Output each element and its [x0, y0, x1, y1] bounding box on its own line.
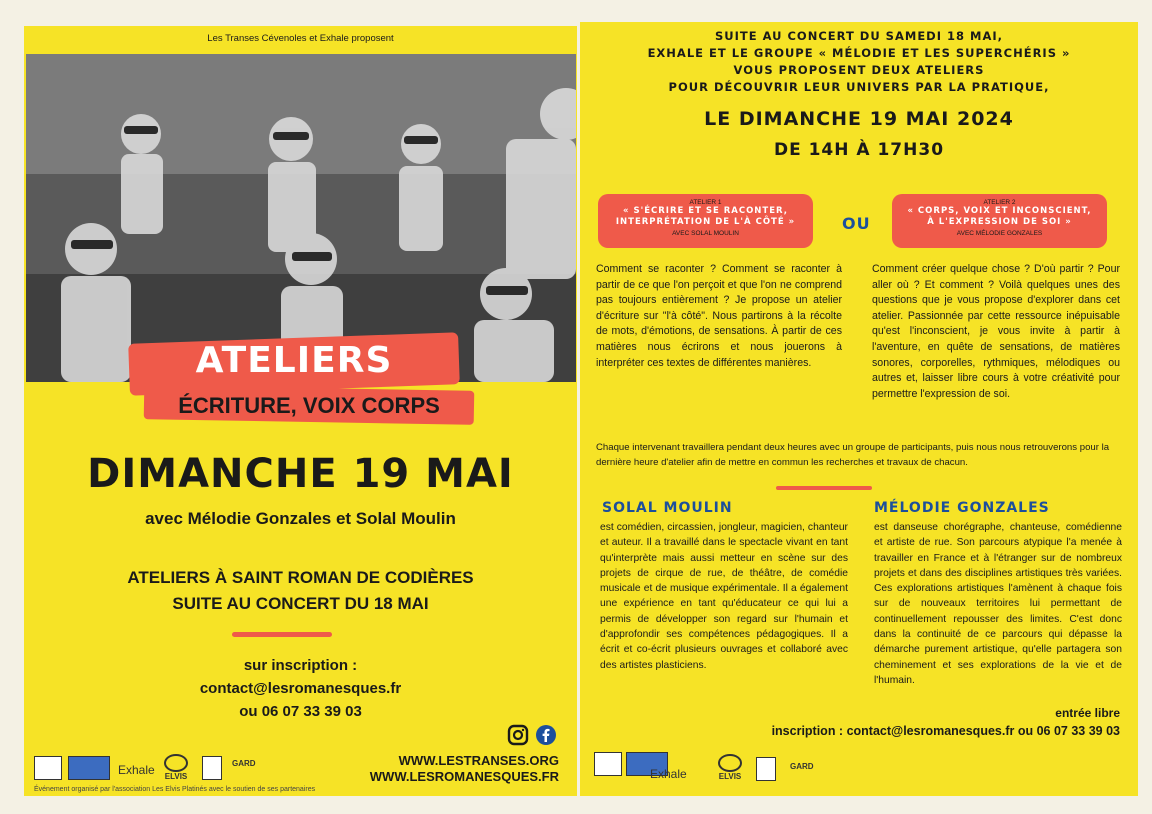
right-exhale-logo: Exhale	[650, 767, 687, 781]
or-label: OU	[842, 214, 871, 233]
region-logo	[34, 756, 62, 782]
inscription-label: sur inscription :	[243, 657, 358, 674]
website-lesromanesques[interactable]: WWW.LESROMANESQUES.FR	[369, 769, 559, 784]
right-gard-logo: GARD	[790, 762, 814, 771]
atelier-2-tag	[892, 194, 1107, 248]
intro-text: SUITE AU CONCERT DU SAMEDI 18 MAI, EXHALE ET LE GROUPE « MÉLODIE ET LES SUPERCHÉRIS » VOUS PROPOSENT DEUX ATELIERS POUR DÉCOUVRIR LEUR UNIVERS PAR LA PRATIQUE,	[647, 29, 1071, 94]
website-lestranses[interactable]: WWW.LESTRANSES.ORG	[398, 753, 559, 768]
banner-subtitle: ÉCRITURE, VOIX CORPS	[178, 393, 440, 418]
bio-2-name: MÉLODIE GONZALES	[874, 500, 1050, 516]
atelier-2-with: AVEC MÉLODIE GONZALES	[956, 230, 1043, 237]
event-with: avec Mélodie Gonzales et Solal Moulin	[145, 509, 456, 528]
atelier-1-label: ATELIER 1	[689, 199, 722, 206]
atelier-1-title-1: « S'ÉCRIRE ET SE RACONTER,	[623, 206, 788, 216]
banner-title: ATELIERS	[195, 340, 393, 381]
elvis-logo: ELVIS	[164, 754, 188, 781]
atelier-2-label: ATELIER 2	[983, 199, 1016, 206]
free-entry: entrée libre	[1055, 706, 1120, 720]
divider	[232, 632, 332, 637]
exhale-logo: Exhale	[118, 763, 155, 777]
right-elvis-logo: ELVIS	[718, 754, 742, 781]
right-date: LE DIMANCHE 19 MAI 2024	[704, 108, 1014, 130]
atelier-1-tag	[598, 194, 813, 248]
right-shield-logo	[756, 757, 776, 783]
atelier-1-with: AVEC SOLAL MOULIN	[672, 230, 739, 237]
bio-1-text: est comédien, circassien, jongleur, magicien, chanteur et auteur. Il a travaillé dans le spectacle vivant en tant qu'interprète mais aussi metteur en scène sur des projets de cirque de rue, de théâtre, de comédie musicale et de musique expérimentale. Il a également une expérience en tant qu'éducateur ce qui lui a permis de développer son regard sur l'humain et d'approfondir ses compétences pédagogiques. Il a écrit et co-écrit plusieurs ouvrages et collaboré avec des artistes plasticiens.	[600, 522, 848, 671]
location-line-2: SUITE AU CONCERT DU 18 MAI	[172, 594, 429, 613]
facebook-icon[interactable]	[535, 724, 557, 746]
contact-phone[interactable]: ou 06 07 33 39 03	[239, 703, 362, 720]
left-page	[24, 26, 577, 796]
atelier-1-title-2: INTERPRÉTATION DE L'À CÔTÉ »	[615, 217, 796, 227]
atelier-2-title-1: « CORPS, VOIX ET INCONSCIENT,	[907, 206, 1092, 216]
gard-logo: GARD	[232, 759, 256, 768]
atelier-1-description: Comment se raconter ? Comment se raconter à partir de ce que l'on perçoit et que l'on ne comprend pas toujours entièrement ? Je propose un atelier d'écriture sur "l'à côté". Nous partirons à la récolte de mots, d'émotions, de sensations. À partir de ces matières nous écrirons et nous jouerons à interpréter ces textes de différentes manières.	[596, 263, 842, 369]
instagram-icon[interactable]	[507, 724, 529, 746]
fondation-logo	[68, 756, 110, 782]
shield-logo	[202, 756, 222, 782]
bio-1-name: SOLAL MOULIN	[602, 500, 733, 516]
atelier-2-title-2: À L'EXPRESSION DE SOI »	[927, 217, 1072, 227]
presenters-line: Les Transes Cévenoles et Exhale proposent	[207, 33, 394, 44]
right-page	[580, 22, 1138, 796]
organizer-footer: Événement organisé par l'association Les Elvis Platinés avec le soutien de ses partenaires	[34, 786, 316, 793]
location-line-1: ATELIERS À SAINT ROMAN DE CODIÈRES	[127, 568, 474, 587]
bio-2-text: est danseuse chorégraphe, chanteuse, comédienne et artiste de rue. Son parcours atypique l'a menée à travailler en France et à l'étranger sur de nombreux projets et dans des disciplines artistiques très variées. Ces explorations artistiques l'amènent à chaque fois sur de nouveaux territoires lui permettant de continuellement repousser des limites. C'est donc dans la continuité de ce parcours qui dépasse la démarche purement artistique, qu'elle partagera son cheminement et ses explorations de la vie et de l'humain.	[874, 522, 1122, 686]
workshop-photo	[26, 54, 576, 382]
event-date: DIMANCHE 19 MAI	[87, 451, 514, 497]
divider-right	[776, 486, 872, 490]
right-region-logo	[594, 752, 622, 778]
common-session-text: Chaque intervenant travaillera pendant deux heures avec un groupe de participants, puis nous nous retrouverons pour la dernière heure d'atelier afin de mettre en commun les recherches et travaux de chacun.	[596, 442, 1110, 468]
right-time: DE 14H À 17H30	[773, 140, 945, 160]
atelier-2-description: Comment créer quelque chose ? D'où partir ? Pour aller où ? Et comment ? Voilà quelques unes des questions que je vous propose d'explorer dans cet atelier. Passionnée par cette ressource inépuisable qu'est l'inconscient, je vous invite à partir à l'aventure, en quête de sensations, de matières sonores, corporelles, rythmiques, mélodiques ou autres et, laisser libre cours à votre créativité pour permettre l'expression de soi.	[872, 263, 1120, 400]
right-inscription[interactable]: inscription : contact@lesromanesques.fr ou 06 07 33 39 03	[771, 724, 1120, 738]
contact-email[interactable]: contact@lesromanesques.fr	[199, 680, 402, 697]
